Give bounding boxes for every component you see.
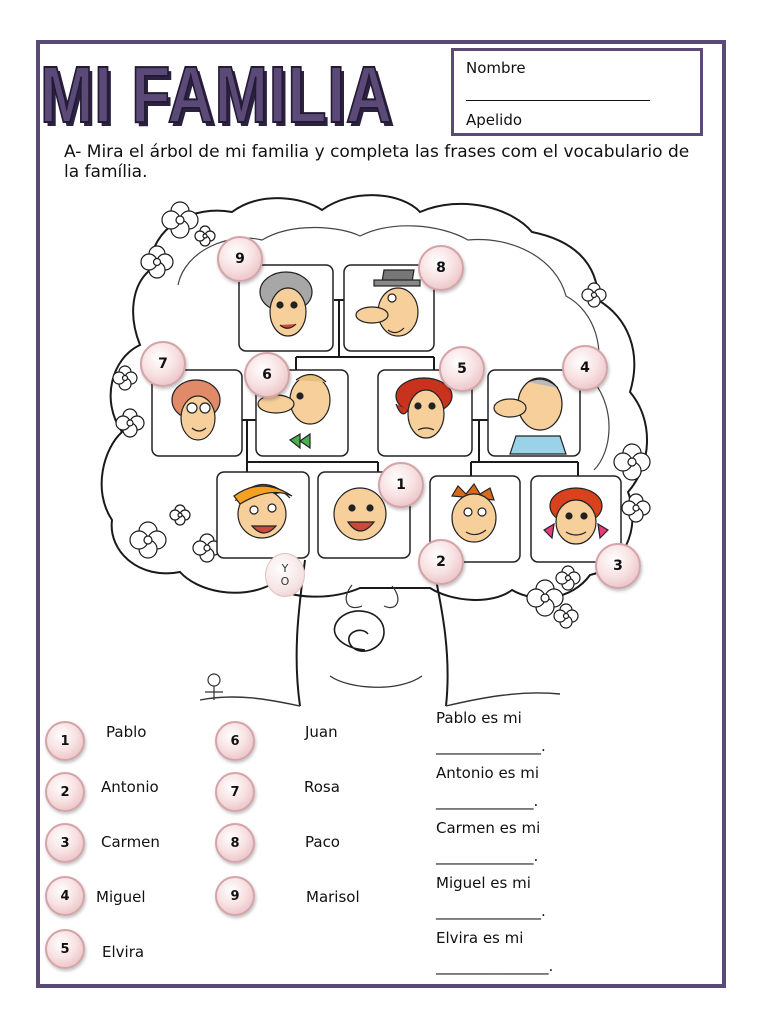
legend-badge-6: 6 — [215, 721, 255, 761]
sentence-antonio: Antonio es mi — [436, 764, 540, 782]
answer-blank-elvira[interactable]: _______________. — [436, 957, 554, 975]
sentence-carmen: Carmen es mi — [436, 819, 541, 837]
trunk-swirl — [334, 611, 384, 651]
tree-badge-6: 6 — [244, 352, 290, 398]
ground-line — [200, 693, 560, 706]
legend-badge-5: 5 — [45, 929, 85, 969]
legend-badge-3: 3 — [45, 823, 85, 863]
legend-name-elvira: Elvira — [102, 943, 145, 961]
legend-badge-7: 7 — [215, 772, 255, 812]
face-2-antonio — [452, 484, 496, 542]
legend-name-paco: Paco — [305, 833, 340, 851]
legend-name-carmen: Carmen — [101, 833, 160, 851]
tree-badge-3: 3 — [595, 543, 641, 589]
legend-badge-2: 2 — [45, 772, 85, 812]
tree-badge-5: 5 — [439, 346, 485, 392]
sentence-miguel: Miguel es mi — [436, 874, 531, 892]
legend-name-rosa: Rosa — [304, 778, 340, 796]
answer-blank-pablo[interactable]: ______________. — [436, 737, 546, 755]
tree-badge-2: 2 — [418, 539, 464, 585]
worksheet-title: MI FAMILIA — [40, 50, 393, 139]
legend-badge-8: 8 — [215, 823, 255, 863]
tree-badge-7: 7 — [140, 341, 186, 387]
sentence-pablo: Pablo es mi — [436, 709, 522, 727]
legend-name-juan: Juan — [305, 723, 338, 741]
tree-badge-9: 9 — [217, 236, 263, 282]
legend-name-marisol: Marisol — [306, 888, 360, 906]
answer-blank-antonio[interactable]: _____________. — [436, 792, 539, 810]
legend-badge-4: 4 — [45, 876, 85, 916]
legend-name-miguel: Miguel — [96, 888, 146, 906]
instruction-text: A- Mira el árbol de mi familia y completa las frases com el vocabulario de la família. — [64, 142, 690, 182]
tree-badge-4: 4 — [562, 345, 608, 391]
tree-badge-8: 8 — [418, 245, 464, 291]
yo-label: Y O — [265, 553, 305, 597]
legend-name-antonio: Antonio — [101, 778, 159, 796]
sentence-elvira: Elvira es mi — [436, 929, 524, 947]
legend-badge-1: 1 — [45, 721, 85, 761]
legend-name-pablo: Pablo — [106, 723, 147, 741]
apellido-label: Apelido — [466, 111, 523, 129]
answer-blank-miguel[interactable]: ______________. — [436, 902, 546, 920]
nombre-label: Nombre — [466, 59, 526, 77]
tree-badge-1: 1 — [378, 462, 424, 508]
face-1-baby — [334, 488, 386, 540]
answer-blank-carmen[interactable]: _____________. — [436, 847, 539, 865]
legend-badge-9: 9 — [215, 876, 255, 916]
ground-flower — [205, 674, 223, 700]
